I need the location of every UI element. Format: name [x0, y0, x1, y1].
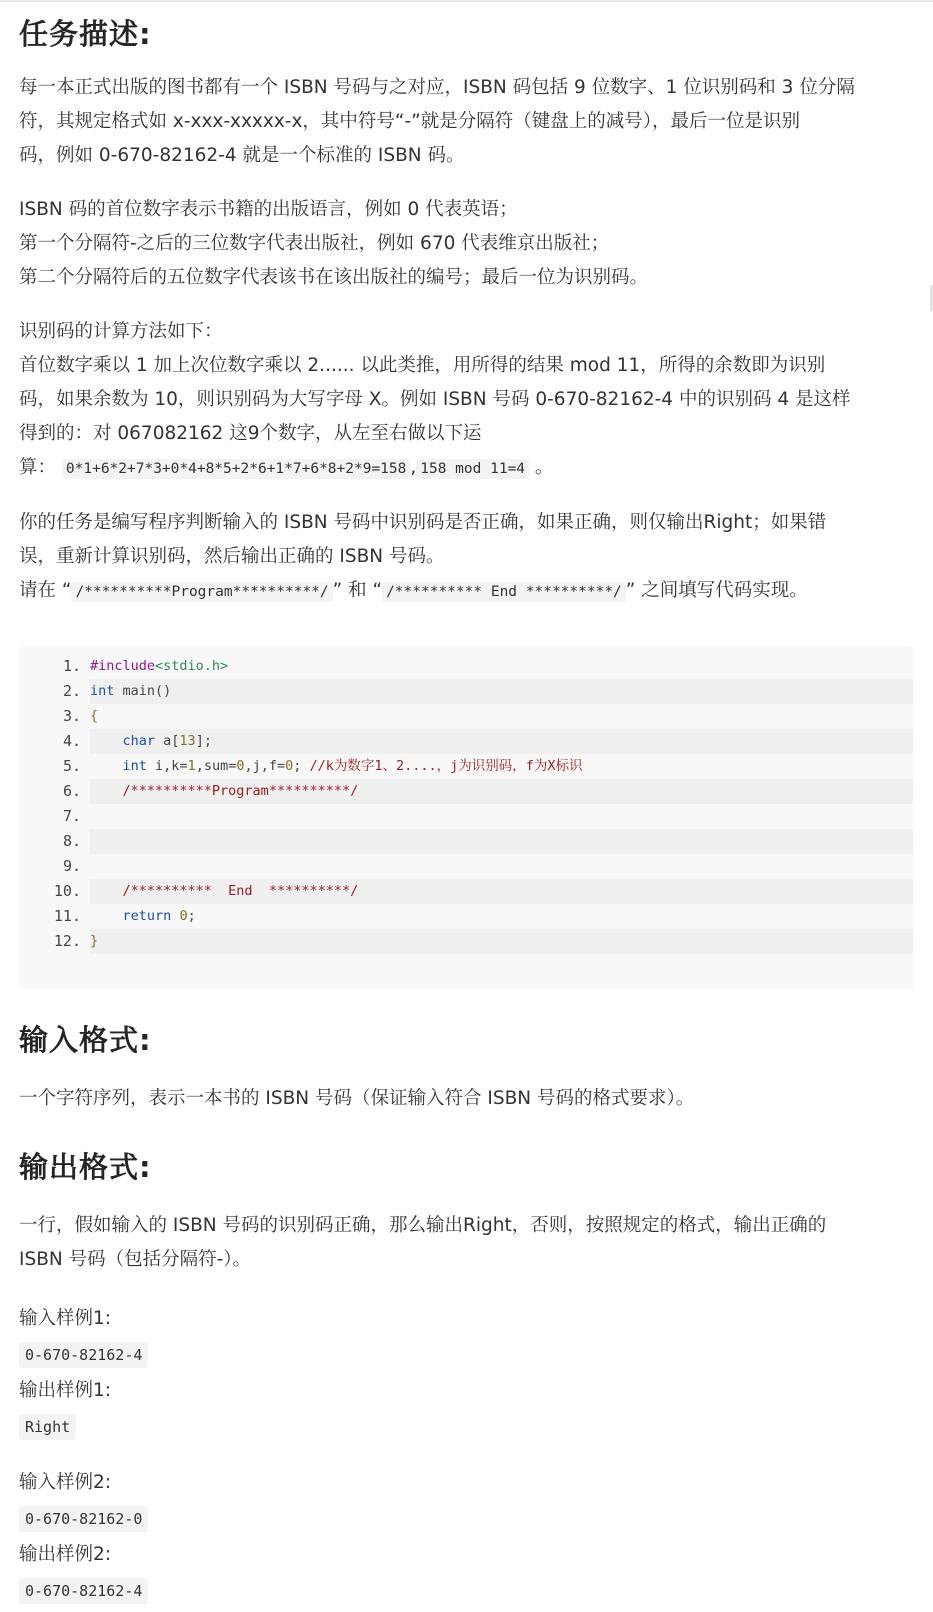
sample-output-1-label: 输出样例1: [19, 1380, 112, 1401]
code-line-content [90, 829, 913, 854]
code-token: //k为数字1、2....，j为识别码，f为X标识 [309, 758, 583, 774]
code-token: main() [114, 683, 172, 699]
task-p3-line-1: 识别码的计算方法如下： [19, 321, 223, 342]
code-line [19, 654, 913, 679]
sample-output-1: Right [19, 1414, 76, 1440]
code-token: i,k= [146, 758, 188, 774]
code-line [19, 754, 913, 779]
output-format-heading: 输出格式: [19, 1150, 152, 1184]
calc-suffix: 。 [534, 457, 554, 478]
code-token: 13 [179, 733, 196, 749]
task-p1-line-2: 符，其规定格式如 x-xxx-xxxxx-x，其中符号“-”就是分隔符（键盘上的减号），最后一位是识别 [19, 111, 800, 132]
code-token: 0 [285, 758, 294, 774]
code-token: 0 [236, 758, 245, 774]
sample-input-1-label: 输入样例1: [19, 1308, 112, 1329]
code-line-number: 3. [62, 707, 81, 725]
task-p3-line-3: 码，如果余数为 10，则识别码为大写字母 X。例如 ISBN 号码 0-670-82162-4 中的识别码 4 是这样 [19, 389, 851, 410]
code-token: a[ [155, 733, 180, 749]
task-p4-line-3 [19, 579, 808, 604]
code-token [90, 883, 123, 899]
code-line [19, 854, 913, 879]
code-token [90, 733, 123, 749]
task-p2-line-2: 第一个分隔符-之后的三位数字代表出版社，例如 670 代表维京出版社； [19, 233, 610, 254]
calc-formula-code: 0*1+6*2+7*3+0*4+8*5+2*6+1*7+6*8+2*9=158 [62, 459, 410, 479]
code-line [19, 704, 913, 729]
instruction-prefix: 请在 “ [19, 580, 72, 601]
code-line-number: 7. [62, 807, 81, 825]
code-token: } [90, 933, 99, 949]
code-token [90, 783, 123, 799]
program-marker-code: /**********Program**********/ [71, 582, 332, 602]
task-p4-line-2: 误，重新计算识别码，然后输出正确的 ISBN 号码。 [19, 546, 445, 567]
code-line [19, 729, 913, 754]
code-token: /**********Program**********/ [122, 783, 359, 799]
code-line [19, 879, 913, 904]
instruction-mid: ” 和 “ [332, 580, 383, 601]
task-p3-line-5 [19, 456, 553, 481]
code-token: ,sum= [195, 758, 237, 774]
calc-mod-code: 158 mod 11=4 [416, 459, 529, 479]
code-token: #include [90, 658, 156, 674]
task-p2-line-1: ISBN 码的首位数字表示书籍的出版语言，例如 0 代表英语； [19, 199, 518, 220]
code-line-content [90, 704, 913, 729]
code-token: 1 [187, 758, 196, 774]
code-token: /********** End **********/ [122, 883, 359, 899]
code-token: ,j,f= [244, 758, 286, 774]
code-line-content [90, 654, 913, 679]
code-line-number: 2. [62, 682, 81, 700]
calc-prefix: 算： [19, 457, 57, 478]
code-line-content [90, 679, 913, 704]
code-token: <stdio.h> [155, 658, 229, 674]
code-line [19, 804, 913, 829]
calc-separator: , [410, 457, 417, 478]
sample-output-2-label: 输出样例2: [19, 1544, 112, 1565]
code-token: ; [187, 908, 196, 924]
code-line-number: 11. [53, 907, 81, 925]
code-line-number: 4. [62, 732, 81, 750]
code-line-content [90, 879, 913, 904]
code-token: int [122, 758, 147, 774]
sample-input-1: 0-670-82162-4 [19, 1342, 148, 1368]
code-token [90, 908, 123, 924]
input-format-text: 一个字符序列，表示一本书的 ISBN 号码（保证输入符合 ISBN 号码的格式要求）。 [19, 1088, 695, 1109]
code-token [90, 758, 123, 774]
code-line-content [90, 804, 913, 829]
input-format-heading: 输入格式: [19, 1023, 152, 1057]
code-line-content [90, 929, 913, 954]
code-token: ; [293, 758, 310, 774]
code-token: ]; [195, 733, 212, 749]
code-line-number: 10. [53, 882, 81, 900]
code-line-number: 1. [62, 657, 81, 675]
code-line-content [90, 904, 913, 929]
sample-output-2: 0-670-82162-4 [19, 1578, 148, 1604]
code-line [19, 904, 913, 929]
top-divider [0, 0, 933, 2]
sample-input-2-label: 输入样例2: [19, 1472, 112, 1493]
code-line-content [90, 854, 913, 879]
code-token: int [90, 683, 115, 699]
code-line-content [90, 729, 913, 754]
code-line-number: 9. [62, 857, 81, 875]
code-line [19, 679, 913, 704]
code-token: { [90, 708, 99, 724]
task-p4-line-1: 你的任务是编写程序判断输入的 ISBN 号码中识别码是否正确，如果正确，则仅输出Right；如果错 [19, 512, 827, 533]
sample-input-2: 0-670-82162-0 [19, 1506, 148, 1532]
code-token: char [122, 733, 156, 749]
code-token: 0 [179, 908, 188, 924]
task-p3-line-4: 得到的：对 067082162 这9个数字，从左至右做以下运 [19, 423, 482, 444]
code-token: return [122, 908, 172, 924]
code-block [19, 646, 913, 989]
task-p1-line-3: 码，例如 0-670-82162-4 就是一个标准的 ISBN 码。 [19, 145, 465, 166]
code-line [19, 779, 913, 804]
task-heading: 任务描述: [19, 17, 152, 51]
code-line-number: 12. [53, 932, 81, 950]
code-line-number: 8. [62, 832, 81, 850]
code-line [19, 929, 913, 954]
output-format-line-2: ISBN 号码（包括分隔符-）。 [19, 1249, 252, 1270]
end-marker-code: /********** End **********/ [382, 582, 626, 602]
code-line-content [90, 754, 913, 779]
code-line-content [90, 779, 913, 804]
code-line [19, 829, 913, 854]
task-p3-line-2: 首位数字乘以 1 加上次位数字乘以 2...... 以此类推，用所得的结果 mod 11，所得的余数即为识别 [19, 355, 826, 376]
task-p1-line-1: 每一本正式出版的图书都有一个 ISBN 号码与之对应，ISBN 码包括 9 位数字、1 位识别码和 3 位分隔 [19, 77, 855, 98]
output-format-line-1: 一行，假如输入的 ISBN 号码的识别码正确，那么输出Right，否则，按照规定的格式，输出正确的 [19, 1215, 827, 1236]
instruction-suffix: ” 之间填写代码实现。 [625, 580, 808, 601]
code-line-number: 6. [62, 782, 81, 800]
code-line-number: 5. [62, 757, 81, 775]
task-p2-line-3: 第二个分隔符后的五位数字代表该书在该出版社的编号；最后一位为识别码。 [19, 267, 649, 288]
